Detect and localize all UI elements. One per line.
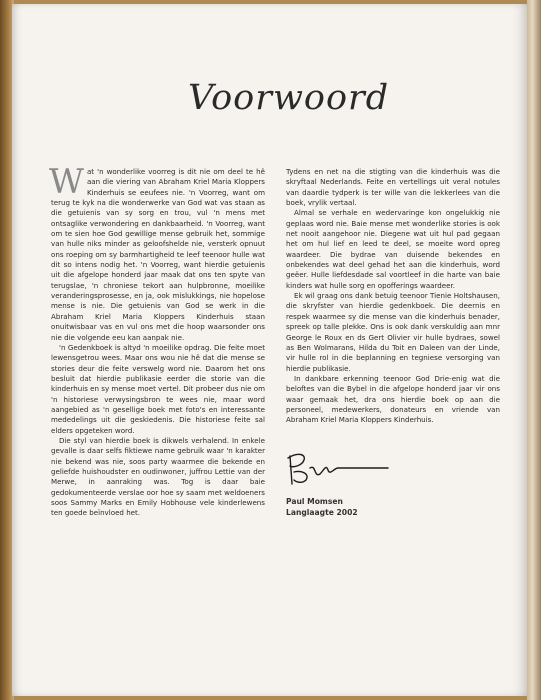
paragraph: In dankbare erkenning teenoor God Drie-enig wat die beloftes van die Bybel in die afgelope honderd jaar vir ons waar gemaak het, dra ons hierdie boek op aan die personeel, medewerkers, donateurs en vriende van Abraham Kriel Maria Kloppers Kinderhuis. bbox=[286, 373, 500, 425]
paragraph: Tydens en net na die stigting van die kinderhuis was die skryftaal Nederlands. Feite en vertellings uit veral notules van daardie tydperk is ter wille van die lekkerlees van die boek, vrylik vertaal. bbox=[286, 167, 500, 208]
page-edge bbox=[527, 0, 541, 700]
paragraph: Ek wil graag ons dank betuig teenoor Tienie Holtshausen, die skryfster van hierdie gedenkboek. Die deernis en respek waarmee sy die mense van die kinderhuis benader, spreek op talle plekke. Ons is ook dank verskuldig aan mnr George le Roux en ds Gert Olivier vir hulle bydraes, sowel as Ben Wolmarans, Hilda du Toit en Daleen van der Linde, vir hulle rol in die beplanning en tegniese versorging van hierdie publikasie. bbox=[286, 291, 500, 373]
handwritten-signature bbox=[284, 450, 394, 488]
paragraph-text: at 'n wonderlike voorreg is dit nie om deel te hê aan die viering van Abraham Kriel Maria Kloppers Kinderhuis se eeufees nie. 'n Voorreg, want om terug te kyk na die wonderwerke van God wat vas staan as die getuienis van sy sorg en trou, vul 'n mens met ontsaglike verwondering en dankbaarheid. 'n Voorreg, want om te sien hoe God gewillige mense gebruik het, sommige van hulle niks minder as geloofshelde nie, versterk opnuut ons roeping om sy barmhartigheid te leef teenoor hulle wat dit so intens nodig het. 'n Voorreg, want hierdie getuienis uit die afgelope honderd jaar maak dat ons ten spyte van terugslae, 'n chroniese tekort aan hulpbronne, moeilike veranderingsprosesse, en ja, ook mislukkings, nie hopelose mense is nie. Die getuienis van God se werk in die Abraham Kriel Maria Kloppers Kinderhuis staan onuitwisbaar vas en vul ons met die hoop waarsonder ons nie die volgende eeu kan aanpak nie. bbox=[51, 167, 265, 342]
signature-block bbox=[286, 496, 358, 518]
paragraph bbox=[49, 162, 265, 343]
paragraph: Die styl van hierdie boek is dikwels verhalend. In enkele gevalle is daar selfs fiktiewe name gebruik waar 'n karakter nie bekend was nie, soos party waarmee die bekende en geliefde huishoudster en oudinwoner, juffrou Lettie van der Merwe, in aanraking was. Tog is daar baie gedokumenteerde verslae oor hoe sy saam met weldoeners soos Sammy Marks en Emily Hobhouse vele kinderlewens ten goede beïnvloed het. bbox=[51, 435, 265, 518]
signature-place-date: Langlaagte 2002 bbox=[286, 508, 358, 517]
signatory-name: Paul Momsen bbox=[286, 497, 343, 506]
right-column bbox=[286, 167, 500, 426]
drop-cap: W bbox=[49, 162, 84, 202]
left-column bbox=[49, 162, 266, 519]
paragraph: 'n Gedenkboek is altyd 'n moeilike opdrag. Die feite moet lewensgetrou wees. Maar ons wou nie hê dat die mense se stories deur die feite verswelg word nie. Daarom het ons besluit dat hierdie publikasie eerder die storie van die kinderhuis en sy mense moet vertel. Dit probeer dus nie om 'n historiese verwysingsbron te wees nie, maar word aangebied as 'n gesellige boek met foto's en interessante mededelings uit die geskiedenis. Die historiese feite sal elders opgeteken word. bbox=[51, 342, 266, 435]
paragraph: Almal se verhale en wedervaringe kon ongelukkig nie geplaas word nie. Baie mense met wonderlike stories is ook net nooit aangehoor nie. Diegene wat uit hul pad gegaan het om hul lief en leed te deel, se moeite word opreg waardeer. Die bydrae van duisende bekendes en onbekendes wat deel gehad het aan die kinderhuis, word geëer. Hulle liefdesdade sal voortleef in die harte van baie kinders wat hulle sorg en opofferings waardeer. bbox=[286, 208, 500, 290]
page-title: Voorwoord bbox=[188, 78, 390, 118]
